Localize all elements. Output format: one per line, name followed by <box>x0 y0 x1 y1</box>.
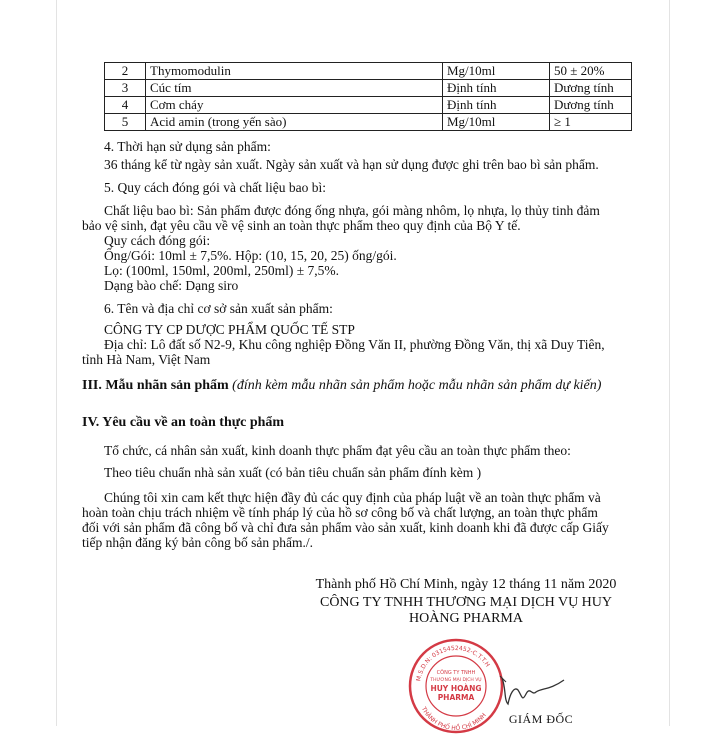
stamp-ring-top: M.S.D.N: 0315452452-C.T.T.H <box>415 644 491 682</box>
safety-text: Theo tiêu chuẩn nhà sản xuất (có bản tiêu chuẩn sản phẩm đính kèm ) <box>104 465 482 480</box>
shelf-life-text: 36 tháng kể từ ngày sản xuất. Ngày sản xuất và hạn sử dụng được ghi trên bao bì sản phẩm. <box>104 157 599 172</box>
criteria-name: Thymomodulin <box>146 63 443 80</box>
packaging-heading: 5. Quy cách đóng gói và chất liệu bao bì: <box>104 180 326 195</box>
packaging-material-line: Chất liệu bao bì: Sản phẩm được đóng ống nhựa, gói màng nhôm, lọ nhựa, lọ thủy tinh đảm <box>104 203 600 218</box>
commitment-line: đối với sản phẩm đã công bố và chỉ đưa sản phẩm vào sản xuất, kinh doanh khi đã được cấp Giấy <box>82 520 609 535</box>
row-number: 4 <box>105 97 146 114</box>
label-section <box>82 378 601 394</box>
packaging-material-line: bảo vệ sinh, đạt yêu cầu về vệ sinh an toàn thực phẩm theo quy định của Bộ Y tế. <box>82 218 521 233</box>
row-number: 5 <box>105 114 146 131</box>
stamp-text: THƯƠNG MẠI DỊCH VỤ <box>430 678 482 683</box>
unit-cell: Mg/10ml <box>443 114 550 131</box>
director-title: GIÁM ĐỐC <box>508 712 574 726</box>
commitment-line: tiếp nhận đăng ký bản công bố sản phẩm./. <box>82 535 313 550</box>
table-row <box>105 80 632 97</box>
value-cell: 50 ± 20% <box>550 63 632 80</box>
packaging-spec-label: Quy cách đóng gói: <box>104 233 211 248</box>
table-row <box>105 114 632 131</box>
row-number: 2 <box>105 63 146 80</box>
place-date: Thành phố Hồ Chí Minh, ngày 12 tháng 11 năm 2020 <box>315 577 617 592</box>
stamp-ring-bottom: THÀNH PHỐ HỒ CHÍ MINH <box>419 705 488 733</box>
value-cell: Dương tính <box>550 97 632 114</box>
unit-cell: Định tính <box>443 97 550 114</box>
stamp-text: HUY HOÀNG <box>430 684 482 693</box>
safety-heading: IV. Yêu cầu về an toàn thực phẩm <box>82 415 285 430</box>
shelf-life-heading: 4. Thời hạn sử dụng sản phẩm: <box>104 139 271 154</box>
unit-cell: Mg/10ml <box>443 63 550 80</box>
table-row <box>105 63 632 80</box>
manufacturer-address-line: Địa chỉ: Lô đất số N2-9, Khu công nghiệp Đồng Văn II, phường Đồng Văn, thị xã Duy Tiên, <box>104 337 605 352</box>
criteria-name: Acid amin (trong yến sào) <box>146 114 443 131</box>
label-section-note: (đính kèm mẫu nhãn sản phẩm hoặc mẫu nhãn sản phẩm dự kiến) <box>232 378 602 393</box>
commitment-line: hoàn toàn chịu trách nhiệm về tính pháp lý của hồ sơ công bố và chất lượng, an toàn thực phẩm <box>82 505 598 520</box>
packaging-spec-line: Lọ: (100ml, 150ml, 200ml, 250ml) ± 7,5%. <box>104 263 340 278</box>
criteria-name: Cúc tím <box>146 80 443 97</box>
unit-cell: Định tính <box>443 80 550 97</box>
value-cell: Dương tính <box>550 80 632 97</box>
row-number: 3 <box>105 80 146 97</box>
stamp-text: PHARMA <box>437 693 475 702</box>
value-cell: ≥ 1 <box>550 114 632 131</box>
packaging-spec-line: Ống/Gói: 10ml ± 7,5%. Hộp: (10, 15, 20, 25) ống/gói. <box>104 248 397 263</box>
signing-company: HOÀNG PHARMA <box>409 611 523 626</box>
safety-text: Tổ chức, cá nhân sản xuất, kinh doanh thực phẩm đạt yêu cầu an toàn thực phẩm theo: <box>104 443 571 458</box>
label-section-heading: III. Mẫu nhãn sản phẩm <box>82 378 229 393</box>
commitment-line: Chúng tôi xin cam kết thực hiện đầy đủ các quy định của pháp luật về an toàn thực phẩm và <box>104 490 601 505</box>
manufacturer-address-line: tỉnh Hà Nam, Việt Nam <box>82 352 211 367</box>
manufacturer-name: CÔNG TY CP DƯỢC PHẨM QUỐC TẾ STP <box>104 322 355 337</box>
spec-table <box>104 62 632 131</box>
dosage-form: Dạng bào chế: Dạng siro <box>104 278 239 293</box>
stamp-text: CÔNG TY TNHH <box>436 670 476 676</box>
criteria-name: Cơm cháy <box>146 97 443 114</box>
manufacturer-heading: 6. Tên và địa chỉ cơ sở sản xuất sản phẩm: <box>104 301 333 316</box>
table-row <box>105 97 632 114</box>
signing-company: CÔNG TY TNHH THƯƠNG MẠI DỊCH VỤ HUY <box>319 595 613 610</box>
signature-icon <box>492 672 572 712</box>
